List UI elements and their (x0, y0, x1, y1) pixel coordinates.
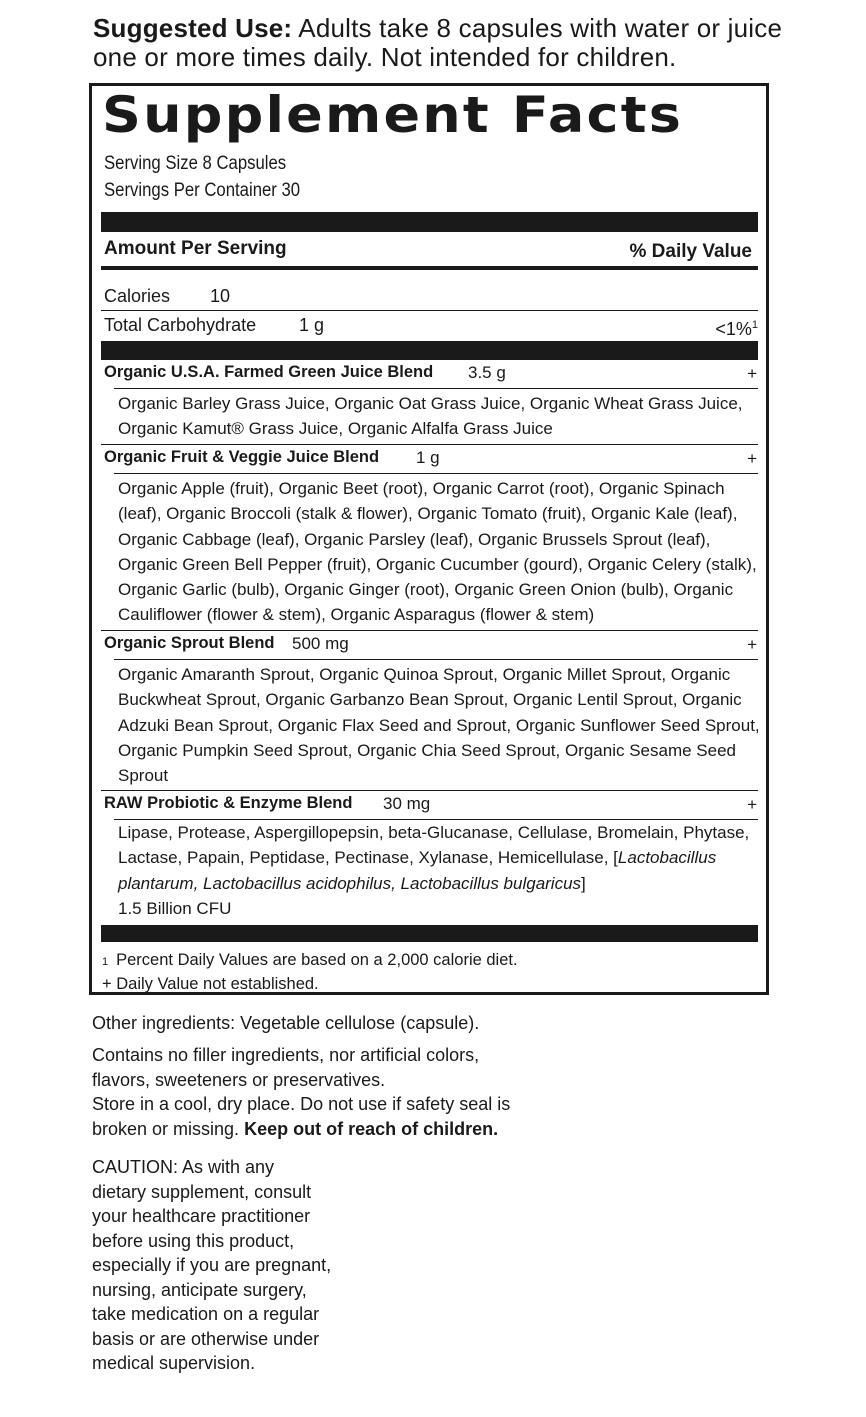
divider (114, 388, 758, 389)
blend-daily-value: + (747, 635, 757, 654)
footnote-mark: 1 (102, 956, 109, 968)
storage-instructions: Store in a cool, dry place. Do not use if safety seal is broken or missing. (92, 1094, 511, 1139)
keep-out-of-reach: Keep out of reach of children. (244, 1118, 499, 1139)
blend-amount: 30 mg (383, 794, 431, 813)
nutrient-amount: 10 (210, 286, 231, 306)
contains-no: Contains no filler ingredients, nor artificial colors, flavors, sweeteners or preservatives. (92, 1045, 480, 1090)
divider (114, 473, 758, 474)
divider (101, 790, 758, 791)
blend-ingredients: Organic Amaranth Sprout, Organic Quinoa Sprout, Organic Millet Sprout, Organic Buckwheat Sprout, Organic Garbanzo Bean Sprout, Organic Lentil Sprout, Organic Adzuki Bean Sprout, Organic Flax Seed and Sprout, Organic Sunflower Seed Sprout, Organic Pumpkin Seed Sprout, Organic Chia Seed Sprout, Organic Sesame Seed Sprout (118, 665, 760, 786)
thick-divider (101, 212, 758, 232)
blend-daily-value: + (747, 449, 757, 468)
blend-ingredients: Organic Barley Grass Juice, Organic Oat Grass Juice, Organic Wheat Grass Juice, Organic Kamut® Grass Juice, Organic Alfalfa Grass Juice (118, 394, 743, 439)
blend-ingredients: Lipase, Protease, Aspergillopepsin, beta-Glucanase, Cellulase, Bromelain, Phytase, Lactase, Papain, Peptidase, Pectinase, Xylanase, Hemicellulase, [Lactobacillus plantarum, Lactobacillus acidophilus, Lactobacillus bulgaricus] 1.5 Billion CFU (118, 823, 750, 918)
footnote-text: Percent Daily Values are based on a 2,000 calorie diet. (116, 951, 518, 969)
supplement-facts-panel (89, 83, 769, 995)
servings-per-container: Servings Per Container 30 (104, 180, 301, 201)
blend-amount: 1 g (416, 448, 440, 467)
enzyme-list: Lipase, Protease, Aspergillopepsin, beta-Glucanase, Cellulase, Bromelain, Phytase, Lactase, Papain, Peptidase, Pectinase, Xylanase, Hemicellulase, (118, 823, 750, 868)
suggested-use-label: Suggested Use: (93, 13, 293, 43)
daily-value-header: % Daily Value (629, 241, 752, 262)
nutrient-daily-value (715, 314, 758, 340)
medium-divider (101, 266, 758, 270)
amount-per-serving: Amount Per Serving (104, 238, 287, 259)
footnote-ref: 1 (751, 319, 758, 331)
divider (114, 659, 758, 660)
blend-ingredients: Organic Apple (fruit), Organic Beet (root), Organic Carrot (root), Organic Spinach (leaf), Organic Broccoli (stalk & flower), Organic Tomato (fruit), Organic Kale (leaf), Organic Cabbage (leaf), Organic Parsley (leaf), Organic Brussels Sprout (leaf), Organic Green Bell Pepper (fruit), Organic Cucumber (gourd), Organic Celery (stalk), Organic Garlic (bulb), Organic Ginger (root), Organic Green Onion (bulb), Organic Cauliflower (flower & stem), Organic Asparagus (flower & stem) (118, 479, 757, 625)
caution-statement: CAUTION: As with any dietary supplement, consult your healthcare practitioner before using this product, especially if you are pregnant, nursing, anticipate surgery, take medication on a regular basis or are otherwise under medical supervision. (92, 1157, 332, 1373)
suggested-use-text: Adults take 8 capsules with water or juice one or more times daily. Not intended for children. (93, 13, 783, 72)
nutrient-name: Total Carbohydrate (104, 315, 257, 335)
cfu-count: 1.5 Billion CFU (118, 898, 232, 918)
blend-daily-value: + (747, 364, 757, 383)
probiotic-list: Lactobacillus plantarum, Lactobacillus acidophilus, Lactobacillus bulgaricus (118, 848, 717, 893)
serving-size: Serving Size 8 Capsules (104, 153, 287, 174)
blend-name: Organic U.S.A. Farmed Green Juice Blend (104, 363, 434, 381)
thick-divider (101, 341, 758, 360)
blend-name: Organic Sprout Blend (104, 634, 275, 652)
warnings-block (92, 1043, 537, 1141)
divider (101, 310, 758, 311)
suggested-use (93, 14, 813, 72)
nutrient-name: Calories (104, 286, 171, 306)
blend-daily-value: + (747, 795, 757, 814)
nutrient-dv-text: <1% (715, 319, 752, 339)
blend-name: Organic Fruit & Veggie Juice Blend (104, 448, 380, 466)
blend-amount: 500 mg (292, 634, 349, 653)
divider (101, 444, 758, 445)
footnote-mark: + (102, 975, 112, 993)
blend-amount: 3.5 g (468, 363, 506, 382)
footnote (102, 972, 319, 996)
footnote (102, 948, 518, 972)
facts-title: Supplement Facts (102, 86, 684, 145)
nutrient-amount: 1 g (299, 315, 325, 335)
other-ingredients: Other ingredients: Vegetable cellulose (capsule). (92, 1013, 480, 1033)
thick-divider (101, 925, 758, 942)
footnote-text: Daily Value not established. (116, 975, 319, 993)
divider (101, 630, 758, 631)
blend-name: RAW Probiotic & Enzyme Blend (104, 794, 353, 812)
